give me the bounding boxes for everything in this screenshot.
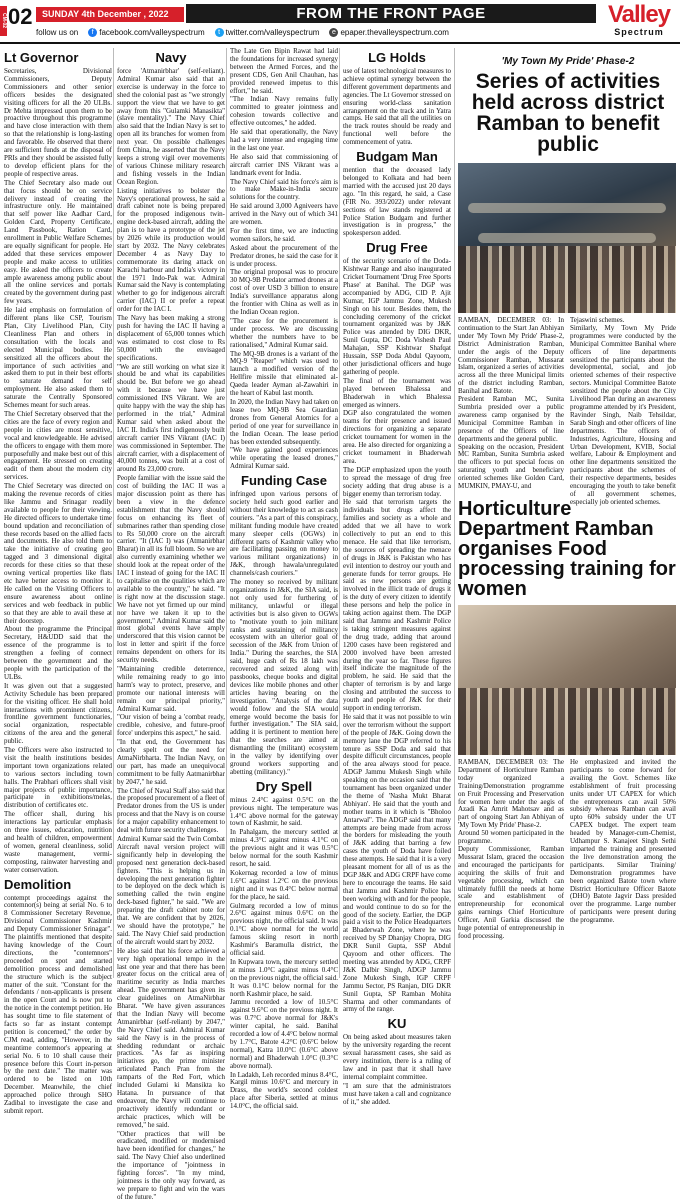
- globe-icon: e: [329, 28, 338, 37]
- paragraph: People familiar with the issue said the cost of building the IAC II was a major discussion point as there has been a view in the defence establishment that the Navy should focus on enhancing its fleet of submarines rather than spending close to Rs 50,000 crore on the aircraft carrier. "It (IAC I) was (Atmanirbhar Bharat) in all its full bloom. So we are also currently examining whether we should look at the repeat order of the IAC I instead of going for the IAC II to capitalise on the qualities which are available to the country," he said. "It is right now at the discussion stage. We have not yet firmed up our mind nor have we taken it up to the government," Admiral Kumar said the most global events have amply underscored that this vision cannot be lost in letter and spirit if the force remains dependent on others for its security needs.: [117, 474, 225, 665]
- column-2: [117, 48, 225, 1201]
- paragraph: Deputy Commissioner, Ramban Mussarat Islam, graced the occasion and encouraged the participants for acquiring the skills of fruit and vegetable processing, which can ultimately fulfill the needs at home scale and establishment of entrepreneurship for economical gains earnings Chief Horticulture Officer, Anil Garkia discussed the huge potential of entrepreneurship in food processing.: [458, 844, 564, 940]
- paragraph: He said that operationally, the Navy had a very intense and engaging time in the last one year.: [230, 128, 338, 152]
- photo-training: [458, 605, 676, 755]
- paragraph: The officer shall, during his interactions lay particular emphasis on three issues, education, nutrition and health of children, empowerment of women, general cleanliness, solid waste management, vermi-composting, rainwater harvesting and water conservation.: [4, 810, 112, 874]
- photo-people: [458, 246, 676, 314]
- paragraph: RAMBAN, DECEMBER 03: In continuation to the Start Jan Abhiyan under 'My Town My Pride' Phase-2, District Administration Ramban, under the aegis of the Deputy Commissioner Ramban, Mussarat Islam, organized a series of activities across all the three Municipal limits of the district including Ramban, Banihal and Batote.: [458, 316, 564, 396]
- facebook-icon: f: [88, 28, 97, 37]
- headline-lg-holds: LG Holds: [368, 50, 426, 65]
- paragraph: About the programme the Principal Secretary, H&UDD said that the essence of the programme is to strengthen a feeling of connect between the government and the people with the participation of the ULBs.: [4, 625, 112, 681]
- paragraph: He said around 3,000 Agniveers have arrived in the Navy out of which 341 are women.: [230, 202, 338, 227]
- column-4: [343, 48, 451, 1106]
- paragraph: The Chief Secretary observed that the cities are the face of every region and people in cities are most sensitive, vocal and knowledgeable. He advised the officers to engage with them more purposefully and make best out of this engagement. He stressed on creating eadit of them about the modern city services.: [4, 409, 112, 482]
- paragraph: Similarly, My Town My Pride programmes were conducted by the Municipal Committee Banihal where officers of line departments sensitized the participants about the developmental, social, and job oriented schemes of their respective sectors. Municipal Committee Batote sensitized the people about the City Livelihood Plan during an awareness programme attended by it's President, Ravinder Singh, Naib Tehsildar, Sarab Singh and other officers of line departments. The officers of Industries, Agriculture, Housing and Urban Development, KVIB, Social welfare, Labour & Employment and other line departments sensitized the participants about the schemes of their respective departments, besides encouraging the youth to take benefit of all government schemes, especially job oriented schemes.: [570, 323, 676, 506]
- main-headline: Series of activities held across district Ramban to benefit public: [471, 70, 665, 156]
- paragraph: President Ramban MC, Sunita Sumbria presided over a public awareness camp organised by the Municipal Committee Ramban in presence of the Officers of line departments and the general public.: [458, 395, 564, 443]
- paragraph: minus 2.4°C against 0.5°C on the previous night. The temperature was 1.4°C above normal for the gateway town of Kashmir, he said.: [230, 795, 338, 828]
- paragraph: mention that the deceased lady belonged to Kolkata and had been married with the accused just 20 days ago. "In this regard, he said, a Case (FIR No. 393/2022) under relevant sections of law stands registered at Police Station Budgam and further investigation is in progress," the spokesperson added.: [343, 166, 451, 238]
- headline-drug-free: Drug Free: [366, 240, 428, 256]
- follow-label: follow us on: [36, 28, 79, 37]
- paragraph: It was given out that a suggested Activity Schedule has been prepared for the visiting officer. He shall hold interactions with prominent citizens, frontline government functionaries, social organization, respectable citizens of the area and the general public.: [4, 681, 112, 746]
- paragraph: "Our vision of being a 'combat ready, credible, cohesive, and future-proof force' underpins this aspect," he said.: [117, 713, 225, 738]
- paragraph: "In that end, the Government has clearly spelt out the need for AtmaNirbharta. The Indian Navy, on our part, has made an unequivocal commitment to be fully Aatmanirbhar by 2047," he said.: [117, 738, 225, 786]
- page-number: 02: [8, 4, 33, 29]
- paragraph: The DGP emphasized upon the youth to spread the message of drug free society adding that drug abuse is a bigger enemy than terrorism today.: [343, 465, 451, 498]
- photo-table: [478, 233, 656, 243]
- second-headline: Horticulture Department Ramban organises Food processing training for women: [458, 498, 676, 600]
- headline-budgam-man: Budgam Man: [356, 149, 438, 165]
- facebook-link[interactable]: [88, 28, 204, 37]
- paragraph: In Pahalgam, the mercury settled at minus 4.3°C against minus 4.1°C on the previous night and it was 0.5°C below normal for the south Kashmir resort, he said.: [230, 828, 338, 868]
- paragraph: force 'Atmanirbhar' (self-reliant). Admiral Kumar also said that an exercise is underway in the force to shed the colonial past as "we strongly support the view that we have to get away from this "Gulamki Manasikta" (slave mentality)." The Navy Chief also said that the Indian Navy is set to open all its branches for women from next year. On possible challenges from China, he asserted that the Navy keeps a strong vigil over movements of various Chinese military research and fishing vessels in the Indian Ocean Region.: [117, 67, 225, 186]
- paragraph: "I am sure that the administrators must have taken a call and cognizance of it," she added.: [343, 1081, 451, 1106]
- headline-navy: Navy: [155, 50, 187, 65]
- paragraph: The money so received by militant organizations in J&K, the SIA said, is not only used for furthering of militancy, unlawful or illegal activities but is also given to OGWs to "motivate youth to join militant ranks and sustaining of militancy ecosystem with an ulterior goal of secession of the J&K from Union of India." During the searches, the SIA said, huge cash of Rs 18 lakh was recovered and seized along with passbooks, cheque books and digital devices like mobile phones and other articles having bearing on the investigation. "Analysis of the data would follow and the SIA would emerge would become the basis for further investigation." The SIA said, adding it is pertinent to mention here that the searches are aimed at dismantling the (militant) ecosystem in the valley by identifying over ground workers supporting and abetting (militancy).": [230, 578, 338, 776]
- paragraph: The Officers were also instructed to visit the health institutions besides important town organizations related to various sectors including town halls. The Prabhari officers shall visit major projects of public importance, participate in exhibitions/melas, distribution of certificates etc.: [4, 746, 112, 810]
- paragraph: The Chief of Naval Staff also said that the proposed procurement of a fleet of Predator drones from the US is under process and that the Navy is on course for a major capability enhancement to deal with future security challenges.: [117, 786, 225, 835]
- column-1: [4, 48, 112, 1115]
- paragraph: The Navy Chief said his force's aim is to make Make-in-India secure solutions for the country.: [230, 177, 338, 202]
- paragraph: "Other practices that will be eradicated, modified or modernised have been identified for changes," he said. The Navy Chief also underlined the importance of "jointness in fighting forces". "In my mind, jointness is the only way forward, as we prepare to fight and win the wars of the future.": [117, 1129, 225, 1201]
- paragraph: infringed upon various persons of society held such good earlier and without their knowledge to act as cash couriers. "As a part of this conspiracy, militant funding module have created many sleeper cells (OGWs) in different parts of Kashmir valley who are facilitating passing on money to various militant organizations) in J&K, through hawala/unregulated channels/cash couriers.": [230, 490, 338, 578]
- paragraph: The Chief Secretary was directed on making the revenue records of cities like Jammu and Srinagar readily available to people for their viewing. He directed officers to undertake time bound updation and reconciliation of these records based on the allied facts and documents. He also told them to take the initiative of creating geo tagged and 3 dimensional digital records for these cities so that these owning vertical properties like flats etc have better access to monitor it. He called on the Visiting Officers to ensure awareness about online services and web feedback in public so that they are able to avail these at their doorstep.: [4, 482, 112, 625]
- paragraph: The final of the tournament was played between Bhalessa and Bhaderwah in which Bhalessa emerged as winners.: [343, 376, 451, 409]
- column-divider: [113, 48, 114, 978]
- column-divider: [339, 48, 340, 978]
- kicker: 'My Town My Pride' Phase-2: [501, 56, 635, 67]
- twitter-icon: t: [215, 28, 224, 37]
- section-title: FROM THE FRONT PAGE: [186, 4, 596, 23]
- paragraph: Speaking on the occasion, President MC Ramban, Sunita Sumbria asked the officers to put special focus on saturating youth and beneficiary oriented schemes like Golden Card, MUMKIN, PMAY-U, and: [458, 442, 564, 491]
- twitter-label: twitter.com/valleyspectrum: [225, 27, 320, 37]
- paragraph: "Maintaining credible deterrence, while remaining ready to go into harm's way to protect, preserve, and promote our national interests will remain our principal priority," Admiral Kumar said.: [117, 664, 225, 713]
- paragraph: He said that it was not possible to win over the terrorism without the support of the people of J&K. Going down the memory lane the DGP referred to his tenure as SSP Doda and said that despite difficult circumstances, people of the area always stood for peace. ADGP Jammu Mukesh Singh while speaking on the occasion said that the tournament has been organized under the theme of 'Nasha Mukt Bharat Abhiyan'. He said that the youth and mother teams in it which is "Bholoo Antarwal". The ADGP said that many attempts are being made from across the borders for misleading the youth of J&K adding that barring a few cases the youth of Doda have foiled these attempts. He said that it is a very pleasant moment for all of us as the DGP J&K and ADG CRPF have come here to encourage the teams. He said that Jammu and Kashmir Police has been working with and for the people, and would continue to do so for the good of the society. Earlier, the DGP paid a visit to the Police Headquarters at Bhaderwah Zone, where he was received by SP Dhanjay Chopra, DIG DKR Sunil Gupta, SSP Abdul Qayoom and other officers. The meeting was attended by ADG, CRPF J&K Dalbir Singh, ADGP Jammu Zone Mukesh Singh, IGP CRPF Jammu Sector, PS Ranjan, DIG DKR Sunil Gupta, SP Ramban Mohita Sharma and other commandants of army of the range.: [343, 712, 451, 1014]
- paragraph: He also said that commissioning of aircraft carrier INS Vikrant was a landmark event for India.: [230, 152, 338, 177]
- paragraph: "The case for the procurement is under process. We are discussing whether the numbers have to be rationalised," Admiral Kumar said.: [230, 316, 338, 349]
- paragraph: Tejaswini schemes.: [570, 316, 625, 324]
- paragraph: Asked about the procurement of the Predator drones, he said the case for it is under process.: [230, 243, 338, 268]
- paragraph: "The Indian Navy remains fully committed to greater jointness and cohesion towards collective and effective outcomes," he added.: [230, 95, 338, 128]
- masthead: [0, 0, 680, 44]
- twitter-link[interactable]: [215, 28, 320, 37]
- paragraph: contempt proceedings against the contemnor(s) being at serial No. 6 to 8 Commissioner Secretary Revenue, Divisional Commissioner Kashmir and Deputy Commissioner Srinagar". The plaintiffs mentioned that despite having knowledge of the Court directions, the "contemnors" proceeded on spot and started demolition process and demolished the structure which is the subject matter of the suit. "Constant for the defendants / non-applicants is present in the open Court and is now put to the notice in the contempt petition. He has sought time to file statement of facts so far as instant contempt petition is concerned," the order by CJM read, adding, "However, in the meantime contemnor's appearing at serial No. 6 to 10 shall cause their presence before this Court in-person by the next date." The matter was ordered to be listed on 10th December. Meanwhile, the chief approached police through SHO Zadibal to investigate the case and submit report.: [4, 893, 112, 1115]
- paragraph: RAMBAN, DECEMBER 03: The Department of Horticulture Ramban today organized a Training/Demonstration programme on Fruit Processing and Preservation for women here under the aegis of Azadi Ka Amrit Mahotsav and as part of ongoing Start Jan Abhiyan of 'My Town My Pride' Phase-2.: [458, 758, 564, 830]
- paragraph: "We are still working on what size it should be and what its capabilities should be. But before we go ahead with it because we have just commissioned INS Vikrant. We are quite happy with the way the ship has performed in the trial," Admiral Kumar said when asked about the IAC II. India's first indigenously built aircraft carrier INS Vikrant (IAC I) was commissioned in September. The aircraft carrier, with a displacement of 40,000 tonnes, was built at a cost of around Rs 23,000 crore.: [117, 362, 225, 474]
- column-divider: [226, 48, 227, 978]
- paragraph: In Kupwara town, the mercury settled at minus 1.0°C against minus 0.4°C on the previous night, the official said. It was 0.1°C below normal for the north Kashmir place, he said.: [230, 957, 338, 998]
- paragraph: "We have gained good experiences while operating the leased drones," Admiral Kumar said.: [230, 446, 338, 471]
- paragraph: Admiral Kumar said the Twin Combat Aircraft naval version project will significantly help in developing the proposed next generation deck-based fighters. "This is helping us in developing the next generation fighter to be deployed on the deck which is something called the twin engine deck-based fighter," he said. "We are preparing the draft cabinet note for that. We are confident that by 2026, we should have the prototype," he said. The Navy Chief said production of the aircraft would start by 2032.: [117, 835, 225, 946]
- facebook-label: facebook.com/valleyspectrum: [99, 27, 205, 37]
- logo-sub: Spectrum: [614, 27, 664, 37]
- paragraph: Jammu recorded a low of 10.5°C against 9.6°C on the previous night. It was 0.7°C above normal for J&K's winter capital, he said. Banihal recorded a low of 4.4°C below normal by 1.7°C, Batote 4.2°C (0.6°C below normal), Katra 10.0°C (0.6°C above normal) and Bhaderwah 1.0°C (0.3°C above normal).: [230, 998, 338, 1070]
- headline-ku: KU: [387, 1016, 407, 1032]
- logo-main: Valley: [607, 1, 671, 28]
- paragraph: Kokernag recorded a low of minus 1.6°C against 1.2°C on the previous night and it was 0.4°C below normal for the place, he said.: [230, 868, 338, 901]
- headline-dry-spell: Dry Spell: [255, 778, 313, 794]
- paragraph: The MQ-9B drones is a variant of the MQ-9 "Reaper" which was used to launch a modified version of the Hellfire missile that eliminated al-Qaeda leader Ayman al-Zawahiri in the heart of Kabul last month.: [230, 349, 338, 398]
- headline-funding-case: Funding Case: [241, 473, 327, 489]
- paragraph: For the first time, we are inducting women sailors, he said.: [230, 226, 338, 243]
- headline-lt-governor: Lt Governor: [4, 50, 79, 65]
- paragraph: The Chief Secretary also made out that focus should be on service delivery instead of creating the infrastructure only. He maintained that self power like Aadhar Card, Golden Card, Property Certificate, Land Passbook, Ration Card, enrollment in Public Welfare Schemes are equally significant for people. He added that these services empower people and make access to utilities easy. He asked the officers to create ample awareness among public about all the online services and portals created by the government during past few years.: [4, 178, 112, 306]
- paragraph: Secretaries, Divisional Commissioners, Deputy Commissioners and other senior officers besides the designated visiting officers for all the 20 ULBs. Dr Mehta impressed upon them to be proactive throughout this programme and have close interaction with them so that the relationship is long-lasting and favorable. He observed that there are sufficient funds at the disposal of PRIs and they should be assisted fully to develop efficient plans for the people of respective areas.: [4, 67, 112, 178]
- column-divider: [454, 48, 455, 978]
- story-1: [458, 316, 678, 506]
- header-rule: [0, 42, 680, 44]
- paragraph: Gulmarg recorded a low of minus 2.6°C against minus 0.6°C on the previous night, the official said. It was 0.1°C above normal for the world famous skiing resort in north Kashmir's Baramulla district, the official said.: [230, 901, 338, 957]
- paragraph: The Late Gen Bipin Rawat had laid the foundations for increased synergy between the Armed Forces, and the present CDS, Gen Anil Chauhan, has provided renewed impetus to this effort," he said.: [230, 47, 338, 95]
- paragraph: The Navy has been making a strong push for having the IAC II having a displacement of 65,000 tonnes which was estimated to cost close to Rs 50,000 with the envisaged specifications.: [117, 314, 225, 362]
- paragraph: He also said that his force achieved a very high operational tempo in the last one year and that there has been greater focus on the critical area of maritime security as India marches ahead. The government has given its clear guidelines on AtmaNirbhar Bharat. "We have given assurances that the Indian Navy will become Atmanirbhar (self-reliant) by 2047," the Navy Chief said. Admiral Kumar said the Navy is in the process of shedding redundant or archaic practices. "As far as inspiring initiatives go, the prime minister articulated Panch Pran from the ramparts of the Red Fort, which included Gulami ki Mansikta ko Hatana. In pursuance of that endeavour, the Navy will continue to proactively identify redundant or archaic practices, which will be removed," he said.: [117, 946, 225, 1129]
- photo-table: [468, 203, 666, 213]
- paragraph: In Ladakh, Leh recorded minus 8.4°C, Kargil minus 10.6°C and mercury in Drass, the world's second coldest place after Siberia, settled at minus 14.0°C, the official said.: [230, 1070, 338, 1111]
- logo: [600, 3, 678, 41]
- epaper-link[interactable]: [329, 28, 449, 37]
- photo-people: [458, 688, 676, 756]
- photo-meeting: [458, 163, 676, 313]
- side-tag: CM-02: [0, 6, 7, 36]
- paragraph: use of latest technological measures to achieve optimal synergy between the different government departments and agencies. The Lt Governor stressed on ensuring world-class sanitation arrangement on the track and in Yatra camps. He said that all the utilities on the track routes should be ready and functional well before the commencement of yatra.: [343, 67, 451, 147]
- paragraph: Around 50 women participated in the programme.: [458, 829, 564, 846]
- date-bar: SUNDAY 4th December , 2022: [36, 7, 184, 22]
- epaper-label: epaper.thevalleyspectrum.com: [340, 27, 449, 37]
- column-3: [230, 47, 338, 1111]
- headline-demolition: Demolition: [4, 876, 72, 892]
- social-links: [36, 26, 596, 39]
- paragraph: DGP also congratulated the women teams for their presence and issued directions for organizing a separate cricket tournament for women in the area. He also directed for organizing a cricket tournament in Bhaderwah area.: [343, 409, 451, 465]
- paragraph: The original proposal was to procure 30 MQ-9B Predator armed drones at a cost of over USD 3 billion to ensure India's surveillance apparatus along the frontier with China as well as in the Indian Ocean region.: [230, 268, 338, 316]
- paragraph: He laid emphasis on formulation of different plans like CSP, Tourism Plan, City Livelihood Plan, City Cleanliness Plan and others in consultation with the locals and elected Municipal bodies. He sensitized all the officers about the importance of such activities and asked them to put in their best efforts to saturate demand for self employment. He also asked them to saturate the Centrally Sponsored Schemes meant for such areas.: [4, 306, 112, 410]
- paragraph: of the security scenario of the Doda-Kishtwar Range and also inaugurated Cricket Tournament 'Drug Free Sports Phase' at Banihal. The DGP was accompanied by ADG, CID P. Ajit Kumar, IGP Jammu Zone, Mukesh Singh on his tour. Besides them, the concluding ceremony of the cricket tournament organized was by J&K Police was attended by DIG DKR, Sunil Gupta, DC Doda Vishesh Paul Mahajan, SSP Kishtwar Shafqat Hussain, SSP Doda Abdul Qayoom, other jurisdictional officers and huge gathering of people.: [343, 257, 451, 376]
- paragraph: In 2020, the Indian Navy had taken on lease two MQ-9B Sea Guardian drones from General Atomics for a period of one year for surveillance in the Indian Ocean. The lease period has been extended subsequently.: [230, 397, 338, 446]
- story-2: [458, 759, 678, 959]
- paragraph: He said that terrorism targets the individuals but drugs affect the families and society as a whole and added that we all have to work collectively to put an end to this menace. He said that like terrorism, the sources of spreading the menace of drugs in J&K is Pakistan who has evil intention to destroy our youth and generate funds for terror groups. He said as new persons are getting involved in the illicit trade of drugs it is the duty of every citizen to identify these persons and help the police in taking action against them. The DGP said that Jammu and Kashmir Police is taking stringent measures against the drug trade, adding that around 1200 cases have been registered and 2000 involved have been arrested during the year so far. These figures itself indicate the magnitude of the problem, he said. He said that the chapter of terrorism is by and large closing and attributed the success to youth and people of J&K for their support in ending terrorism.: [343, 498, 451, 712]
- paragraph: Listing initiatives to bolster the Navy's operational prowess, he said a draft cabinet note is being prepared for the proposed indigenous twin-engine deck-based aircraft, adding the plan is to have a prototype of the jet by 2026 while its production would start by 2032. The Navy celebrates December 4 as Navy Day to commemorate its daring attack on Karachi harbour and India's victory in the 1971 Indo-Pak war. Admiral Kumar said the Navy is contemplating whether to go for indigenous aircraft carrier (IAC) II or prefer a repeat order for the IAC I.: [117, 186, 225, 314]
- right-feature: [458, 48, 678, 978]
- paragraph: He emphasized and invited the participants to come forward for availing the Govt. Schemes like establishment of fruit processing units under UT CAPEX for which the entrepreneurs can avail 50% subsidy whereas Ramban can avail upto 60% subsidy under the UT CAPEX budget. The expert team headed by Manager-cum-Chemist, Udhampur S. Kanajeet Singh Sethi imparted the training and presented the live demonstration among the participants. Similar Training/ Demonstration programmes have been organized Batote town where District Horticulture Officer Batote (DHO) Batote Jagvir Dass presided over the programme. Large number of participants were present during the programme.: [570, 758, 676, 925]
- paragraph: On being asked about measures taken by the university regarding the recent sexual harassment cases, she said as every institution, there is a ruling of law and in past that it shall have internal complaint committee.: [343, 1033, 451, 1081]
